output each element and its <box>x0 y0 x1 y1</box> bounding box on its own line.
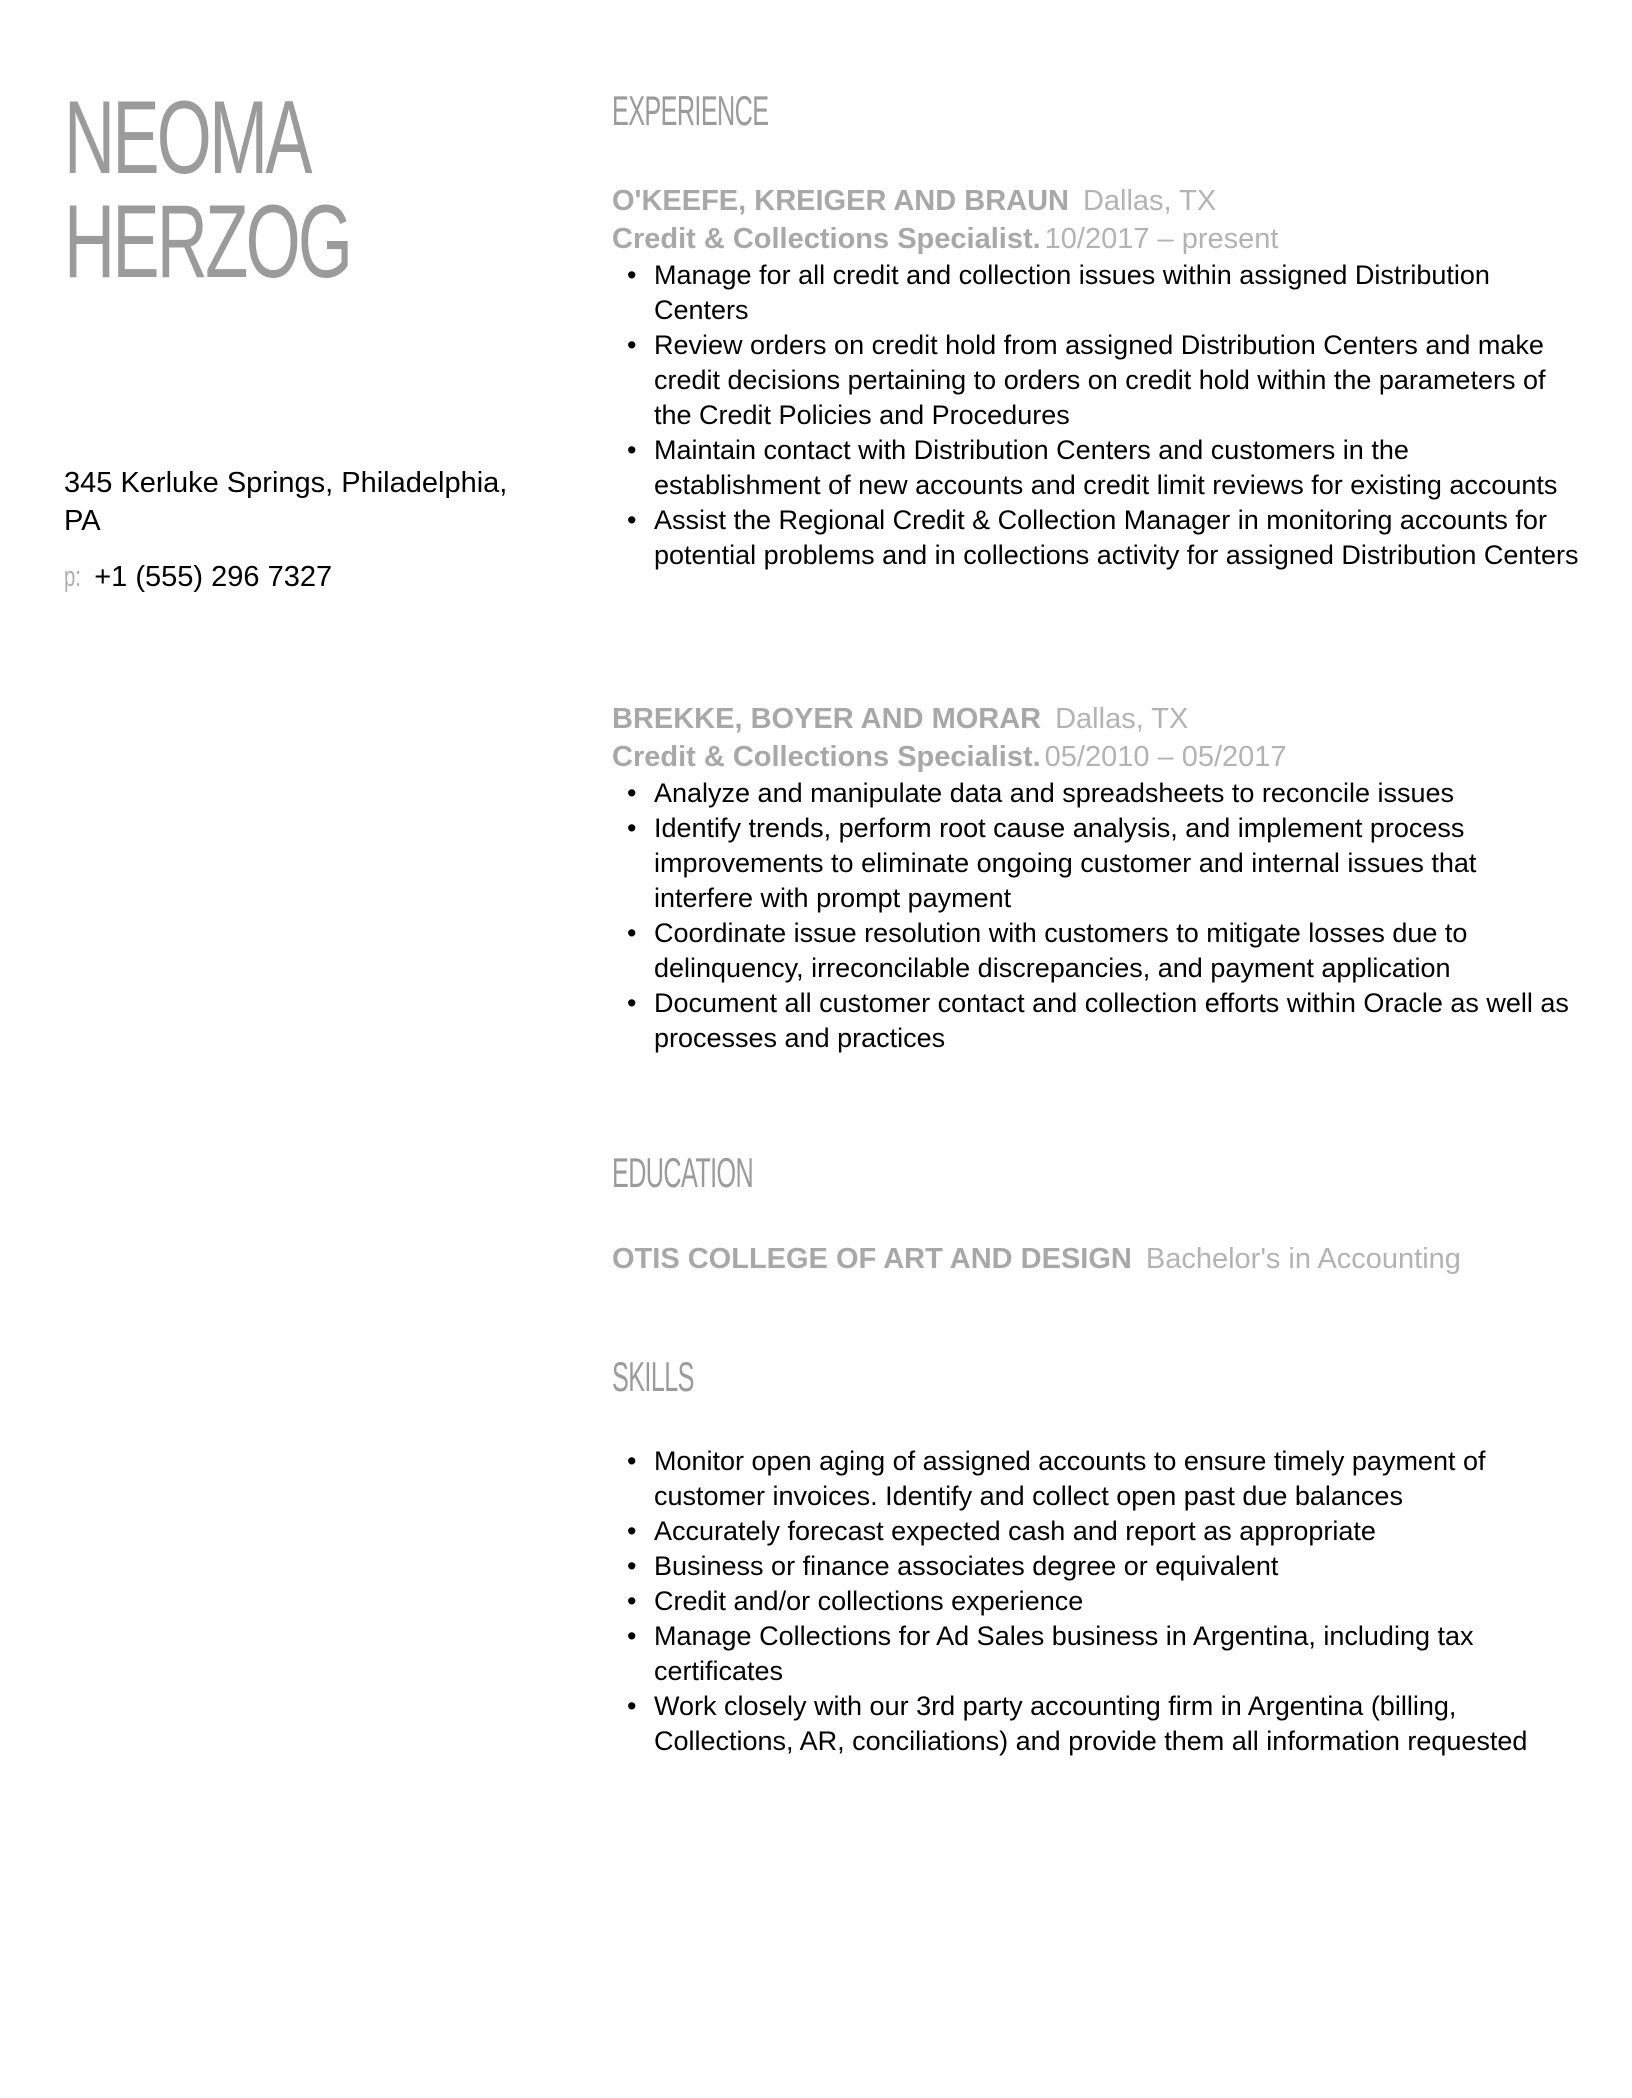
job-dates: 05/2010 – 05/2017 <box>1044 741 1287 773</box>
job-role-line <box>612 738 1582 776</box>
address: 345 Kerluke Springs, Philadelphia, PA <box>64 467 508 537</box>
list-item: • Work closely with our 3rd party accounting firm in Argentina (billing, Collections, AR, conciliations) and provide them all information requested <box>612 1689 1582 1759</box>
school-name: OTIS COLLEGE OF ART AND DESIGN <box>612 1243 1132 1275</box>
job-role: Credit & Collections Specialist. <box>612 223 1041 255</box>
candidate-name <box>64 80 351 300</box>
degree: Bachelor's in Accounting <box>1145 1243 1461 1275</box>
list-item: • Accurately forecast expected cash and report as appropriate <box>612 1514 1582 1549</box>
job-company: O'KEEFE, KREIGER AND BRAUN <box>612 185 1069 217</box>
first-name: NEOMA <box>64 80 310 196</box>
job-entry <box>612 700 1582 1056</box>
job-role-line <box>612 220 1582 258</box>
education-heading: EDUCATION <box>612 1149 754 1196</box>
list-item: • Manage Collections for Ad Sales business in Argentina, including tax certificates <box>612 1619 1582 1689</box>
job-role: Credit & Collections Specialist. <box>612 741 1041 773</box>
job-bullets <box>612 776 1582 1056</box>
skills-list <box>612 1444 1582 1759</box>
list-item: • Review orders on credit hold from assigned Distribution Centers and make credit decisions pertaining to orders on credit hold within the parameters of the Credit Policies and Procedures <box>612 328 1582 433</box>
education-entry <box>612 1240 1461 1278</box>
list-item: • Manage for all credit and collection issues within assigned Distribution Centers <box>612 258 1582 328</box>
phone-prefix: p: <box>64 561 81 593</box>
list-item: • Maintain contact with Distribution Centers and customers in the establishment of new accounts and credit limit reviews for existing accounts <box>612 433 1582 503</box>
list-item: • Identify trends, perform root cause analysis, and implement process improvements to eliminate ongoing customer and internal issues that interfere with prompt payment <box>612 811 1582 916</box>
job-company: BREKKE, BOYER AND MORAR <box>612 703 1042 735</box>
job-location: Dallas, TX <box>1082 185 1217 217</box>
list-item: • Monitor open aging of assigned accounts to ensure timely payment of customer invoices. Identify and collect open past due balances <box>612 1444 1582 1514</box>
list-item: • Business or finance associates degree or equivalent <box>612 1549 1582 1584</box>
job-entry <box>612 182 1582 573</box>
list-item: • Coordinate issue resolution with customers to mitigate losses due to delinquency, irreconcilable discrepancies, and payment application <box>612 916 1582 986</box>
list-item: • Assist the Regional Credit & Collection Manager in monitoring accounts for potential problems and in collections activity for assigned Distribution Centers <box>612 503 1582 573</box>
job-location: Dallas, TX <box>1055 703 1189 735</box>
experience-heading: EXPERIENCE <box>612 87 769 134</box>
list-item: • Credit and/or collections experience <box>612 1584 1582 1619</box>
job-company-line <box>612 182 1582 220</box>
job-company-line <box>612 700 1582 738</box>
job-dates: 10/2017 – present <box>1044 223 1279 255</box>
list-item: • Analyze and manipulate data and spreadsheets to reconcile issues <box>612 776 1582 811</box>
skills-list-container <box>612 1444 1582 1759</box>
last-name: HERZOG <box>64 184 351 300</box>
phone-line <box>64 558 332 596</box>
job-bullets <box>612 258 1582 573</box>
skills-heading: SKILLS <box>612 1353 694 1400</box>
phone-number: +1 (555) 296 7327 <box>94 561 333 593</box>
list-item: • Document all customer contact and collection efforts within Oracle as well as processes and practices <box>612 986 1582 1056</box>
